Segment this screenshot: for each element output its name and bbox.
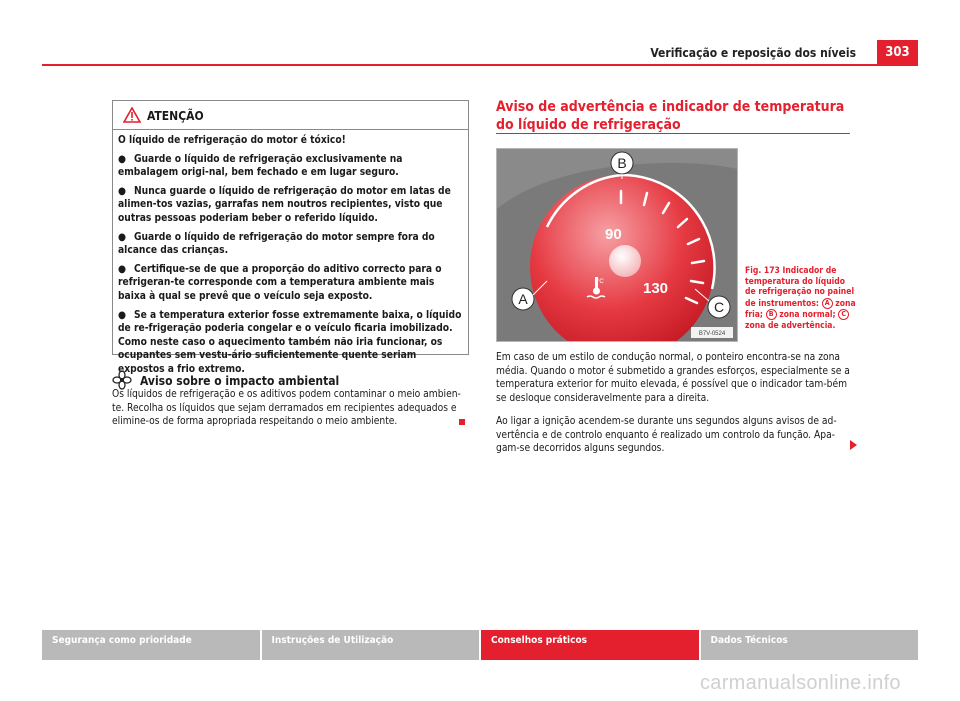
warning-item <box>118 153 463 180</box>
warning-item-text: Guarde o líquido de refrigeração do motor sempre fora do alcance das crianças. <box>118 231 435 257</box>
warning-item-text: Nunca guarde o líquido de refrigeração do motor em latas de alimen-tos vazias, garrafas nem noutros recipientes, visto que outras pessoas poderiam beber o referido líquido. <box>118 185 451 224</box>
warning-header <box>113 101 468 130</box>
callout-c: C <box>713 299 725 315</box>
warning-item <box>118 231 463 258</box>
callout-b: B <box>617 155 627 171</box>
section-title: Aviso de advertência e indicador de temperatura do líquido de refrigeração <box>496 99 845 133</box>
warning-item-text: Se a temperatura exterior fosse extremamente baixa, o líquido de re-frigeração poderia congelar e o veículo ficaria imobilizado. Como neste caso o aquecimento também não iria funcionar, os ocupantes sem vestu-ário suficientemente quente seriam expostos a frio extremo. <box>118 309 462 375</box>
caption-callout-c: C <box>838 309 849 320</box>
unit-label: °C <box>597 279 604 285</box>
header-rule <box>42 64 918 66</box>
warning-item-text: Guarde o líquido de refrigeração exclusivamente na embalagem origi-nal, bem fechado e em lugar seguro. <box>118 153 403 179</box>
caption-a-text: zona fria; <box>745 298 856 321</box>
footer-tab-instructions[interactable]: Instruções de Utilização <box>262 630 480 660</box>
watermark: carmanualsonline.info <box>700 672 901 694</box>
continue-arrow-icon <box>850 440 857 450</box>
warning-body <box>113 130 468 377</box>
body-paragraph-2: Ao ligar a ignição acendem-se durante uns segundos alguns avisos de ad-vertência e de controlo enquanto é realizado um controlo da função. Apa-gam-se decorridos alguns segundos. <box>496 416 837 455</box>
bullet-icon: ● <box>118 153 126 165</box>
body-paragraph-1: Em caso de um estilo de condução normal, o ponteiro encontra-se na zona média. Quando o motor é submetido a grandes esforços, especialmente se a temperatura exterior for muito elevada, é possível que o indicador tam-bém se desloque consideravelmente para a direita. <box>496 352 850 404</box>
caption-callout-a: A <box>822 298 833 309</box>
bullet-icon: ● <box>118 263 126 275</box>
caption-c-text: zona de advertência. <box>745 320 836 331</box>
flower-icon <box>112 370 132 390</box>
warning-lead: O líquido de refrigeração do motor é tóxico! <box>118 135 346 146</box>
warning-item <box>118 263 463 304</box>
caption-prefix: Fig. 173 Indicador de temperatura do líquido de refrigeração no painel de instrumentos: <box>745 266 855 309</box>
caption-callout-b: B <box>766 309 777 320</box>
environment-title: Aviso sobre o impacto ambiental <box>140 374 340 388</box>
warning-triangle-icon <box>123 107 141 123</box>
callout-a: A <box>518 291 528 307</box>
warning-item-text: Certifique-se de que a proporção do aditivo correcto para o refrigeran-te corresponde com a temperatura ambiente mais baixa à qual se prevê que o veículo seja exposto. <box>118 263 442 302</box>
warning-title: ATENÇÃO <box>147 109 204 123</box>
running-title: Verificação e reposição dos níveis <box>650 46 856 60</box>
footer-tab-safety[interactable]: Segurança como prioridade <box>42 630 260 660</box>
footer-tabs <box>42 630 918 660</box>
environment-heading <box>112 370 340 390</box>
bullet-icon: ● <box>118 231 126 243</box>
temperature-gauge-figure <box>496 148 738 342</box>
environment-text: Os líquidos de refrigeração e os aditivos podem contaminar o meio ambien-te. Recolha os líquidos que sejam derramados em recipientes adequados e elimine-os de forma apropriada respeitando o meio ambiente. <box>112 389 461 428</box>
end-of-section-mark <box>459 419 465 425</box>
caption-b-text: zona normal; <box>779 310 836 321</box>
page-number: 303 <box>877 40 918 66</box>
warning-box <box>112 100 469 375</box>
tick-90-label: 90 <box>605 226 622 243</box>
warning-item <box>118 309 463 377</box>
figure-caption <box>745 266 857 332</box>
warning-item <box>118 185 463 226</box>
figure-code: B7V-0524 <box>698 331 726 337</box>
footer-tab-technical-data[interactable]: Dados Técnicos <box>701 630 919 660</box>
footer-tab-practical-advice[interactable]: Conselhos práticos <box>481 630 699 660</box>
temperature-gauge-illustration <box>497 149 737 341</box>
bullet-icon: ● <box>118 309 126 321</box>
tick-130-label: 130 <box>643 280 669 297</box>
section-rule <box>496 133 850 134</box>
bullet-icon: ● <box>118 185 126 197</box>
